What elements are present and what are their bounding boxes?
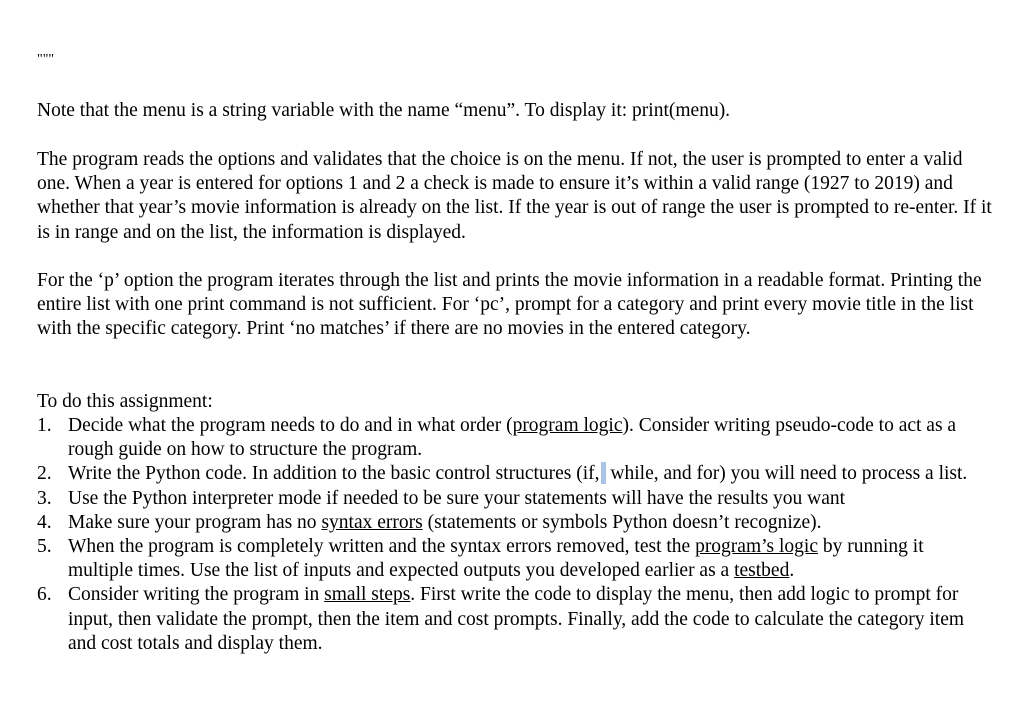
triple-quote-marker: """ xyxy=(37,52,55,67)
small-steps-link[interactable]: small steps xyxy=(324,584,411,606)
paragraph-validation: The program reads the options and validates that the choice is on the menu. If not, the user is prompted to enter a valid one. When a year is entered for options 1 and 2 a check is made to ensure it’s within a valid range (1927 to 2019) and whether that year’s movie information is already on the list. If the year is out of range the user is prompted to re-enter. If it is in range and on the list, the information is displayed. xyxy=(37,149,992,243)
step-number: 6. xyxy=(37,584,52,606)
step-item xyxy=(37,414,992,462)
steps-heading: To do this assignment: xyxy=(37,391,213,412)
step-text: . xyxy=(789,560,795,582)
step-item xyxy=(37,487,992,511)
step-text: ). Consider writing pseudo-code to act as a rough guide on how to structure the program. xyxy=(68,415,957,461)
testbed-link[interactable]: testbed xyxy=(734,560,790,582)
step-text: Use the Python interpreter mode if needed to be sure your statements will have the results you want xyxy=(68,487,846,509)
step-item xyxy=(37,583,992,656)
step-text: while, and for) you will need to process a list. xyxy=(605,463,968,485)
step-number: 4. xyxy=(37,511,52,533)
step-text: Consider writing the program in xyxy=(68,584,325,606)
step-item xyxy=(37,462,992,486)
step-number: 1. xyxy=(37,415,52,436)
paragraph-print-options: For the ‘p’ option the program iterates through the list and prints the movie information in a readable format. Printing the entire list with one print command is not sufficient. For ‘pc’, prompt for a category and print every movie title in the list with the specific category. Print ‘no matches’ if there are no movies in the entered category. xyxy=(37,270,982,340)
steps-list xyxy=(37,414,992,656)
step-text: by running it multiple times. Use the list of inputs and expected outputs you developed earlier as a xyxy=(68,536,924,582)
step-text: Decide what the program needs to do and in what order ( xyxy=(68,415,513,436)
paragraph-menu-note: Note that the menu is a string variable with the name “menu”. To display it: print(menu). xyxy=(37,100,731,121)
step-text: Write the Python code. In addition to the basic control structures (if, xyxy=(68,463,600,485)
step-text: . First write the code to display the menu, then add logic to prompt for input, then validate the prompt, then the item and cost prompts. Finally, add the code to calculate the category item and cost totals and display them. xyxy=(68,584,965,654)
step-number: 3. xyxy=(37,487,52,509)
step-number: 5. xyxy=(37,536,52,558)
step-item xyxy=(37,511,992,535)
step-text: When the program is completely written and the syntax errors removed, test the xyxy=(68,536,696,558)
program-logic-link[interactable]: program logic xyxy=(512,415,623,436)
step-item xyxy=(37,535,992,583)
programs-logic-link[interactable]: program’s logic xyxy=(695,536,818,558)
step-number: 2. xyxy=(37,463,52,485)
syntax-errors-link[interactable]: syntax errors xyxy=(321,511,423,533)
step-text: Make sure your program has no xyxy=(68,511,322,533)
step-text: (statements or symbols Python doesn’t recognize). xyxy=(422,511,822,533)
